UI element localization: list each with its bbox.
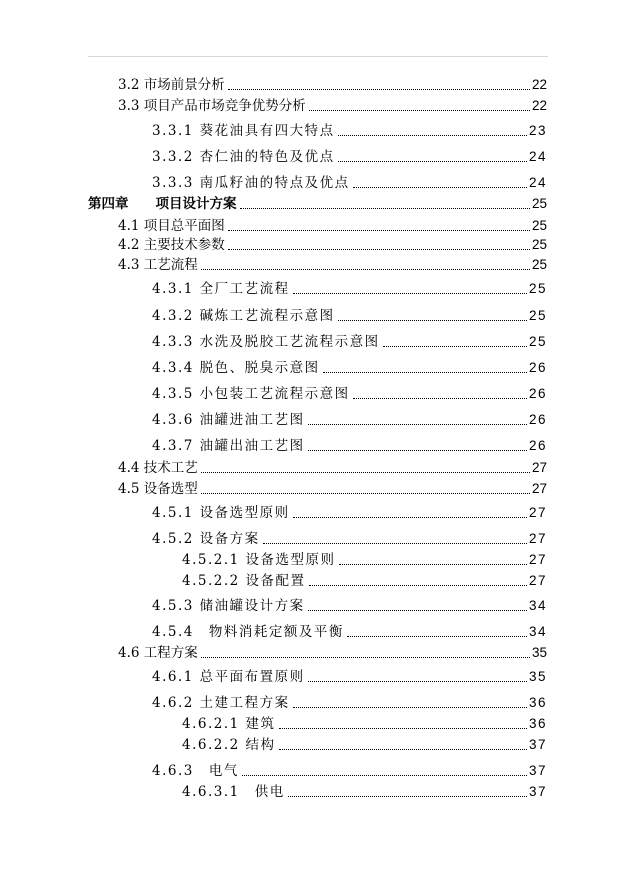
toc-page-number: 27	[528, 531, 547, 546]
toc-chapter-entry[interactable]	[88, 196, 547, 212]
toc-entry-title: 4.5.2.1 设备选型原则	[182, 552, 336, 568]
toc-page-number: 35	[531, 645, 547, 660]
toc-leader	[242, 775, 527, 776]
toc-leader	[279, 749, 527, 750]
toc-entry[interactable]	[152, 334, 547, 350]
toc-page-number: 23	[528, 123, 547, 138]
toc-page-number: 26	[528, 360, 547, 375]
toc-page-number: 22	[531, 98, 547, 113]
toc-leader	[308, 610, 527, 611]
toc-entry-title: 4.3.1 全厂工艺流程	[152, 281, 290, 297]
toc-page-number: 35	[528, 669, 547, 684]
toc-leader	[308, 681, 527, 682]
toc-leader	[228, 249, 530, 250]
toc-page-number: 25	[531, 257, 547, 272]
toc-page-number: 27	[528, 573, 547, 588]
toc-leader	[201, 493, 530, 494]
toc-page-number: 26	[528, 438, 547, 453]
toc-leader	[293, 293, 527, 294]
toc-leader	[201, 269, 530, 270]
toc-leader	[338, 135, 527, 136]
toc-page-number: 34	[528, 624, 547, 639]
toc-entry-title: 4.6.2.1 建筑	[182, 716, 276, 732]
toc-entry[interactable]	[152, 624, 547, 640]
toc-entry-title: 3.2 市场前景分析	[118, 77, 225, 93]
toc-entry[interactable]	[118, 98, 547, 114]
toc-entry[interactable]	[118, 257, 547, 273]
toc-entry[interactable]	[118, 218, 547, 234]
toc-entry-title: 4.1 项目总平面图	[118, 218, 225, 234]
toc-page-number: 37	[528, 784, 547, 799]
toc-page-number: 26	[528, 386, 547, 401]
toc-entry[interactable]	[152, 386, 547, 402]
toc-leader	[308, 424, 527, 425]
toc-entry-title: 4.5.4 物料消耗定额及平衡	[152, 624, 344, 640]
toc-entry-title: 3.3.2 杏仁油的特色及优点	[152, 149, 335, 165]
toc-entry-title: 4.6.2 土建工程方案	[152, 695, 290, 711]
toc-leader	[201, 472, 530, 473]
toc-entry[interactable]	[182, 737, 547, 753]
toc-page-number: 25	[531, 237, 547, 252]
toc-entry-title: 4.3.5 小包装工艺流程示意图	[152, 386, 350, 402]
toc-entry[interactable]	[152, 308, 547, 324]
toc-page-number: 37	[528, 763, 547, 778]
toc-entry-title: 3.3.1 葵花油具有四大特点	[152, 123, 335, 139]
toc-entry-title: 4.5.2.2 设备配置	[182, 573, 306, 589]
toc-leader	[309, 585, 527, 586]
toc-entry[interactable]	[152, 149, 547, 165]
toc-leader	[279, 728, 527, 729]
toc-page-number: 24	[528, 175, 547, 190]
toc-entry[interactable]	[182, 573, 547, 589]
toc-leader	[323, 372, 527, 373]
toc-page-number: 26	[528, 412, 547, 427]
toc-entry-title: 4.6.1 总平面布置原则	[152, 669, 305, 685]
toc-page-number: 27	[531, 460, 547, 475]
toc-entry[interactable]	[152, 695, 547, 711]
toc-entry-title: 4.5.3 储油罐设计方案	[152, 598, 305, 614]
toc-entry-title: 4.5 设备选型	[118, 481, 198, 497]
toc-entry-title: 4.2 主要技术参数	[118, 237, 225, 253]
toc-leader	[339, 564, 527, 565]
toc-entry[interactable]	[118, 645, 547, 661]
toc-entry[interactable]	[152, 360, 547, 376]
toc-entry-title: 4.5.2 设备方案	[152, 531, 260, 547]
toc-entry[interactable]	[182, 784, 547, 800]
toc-leader	[201, 657, 530, 658]
toc-entry[interactable]	[152, 531, 547, 547]
toc-entry-title: 3.3 项目产品市场竞争优势分析	[118, 98, 306, 114]
toc-entry[interactable]	[118, 237, 547, 253]
toc-entry-title: 4.3.4 脱色、脱臭示意图	[152, 360, 320, 376]
toc-leader	[353, 187, 527, 188]
toc-entry[interactable]	[152, 669, 547, 685]
toc-page-number: 25	[528, 308, 547, 323]
toc-entry-title: 4.3.2 碱炼工艺流程示意图	[152, 308, 335, 324]
toc-leader	[353, 398, 527, 399]
toc-leader	[383, 346, 527, 347]
toc-entry-title: 4.6 工程方案	[118, 645, 198, 661]
toc-page-number: 25	[528, 334, 547, 349]
toc-entry-title: 3.3.3 南瓜籽油的特点及优点	[152, 175, 350, 191]
toc-entry[interactable]	[118, 481, 547, 497]
header-rule	[88, 56, 548, 57]
toc-leader	[288, 796, 527, 797]
toc-leader	[293, 707, 527, 708]
toc-page-number: 25	[531, 218, 547, 233]
toc-leader	[228, 230, 530, 231]
toc-page-number: 37	[528, 737, 547, 752]
toc-leader	[228, 89, 530, 90]
toc-entry[interactable]	[152, 505, 547, 521]
toc-page-number: 34	[528, 598, 547, 613]
toc-page-number: 27	[528, 552, 547, 567]
toc-entry-title: 4.6.3 电气	[152, 763, 239, 779]
toc-entry-title: 4.6.3.1 供电	[182, 784, 285, 800]
toc-page-number: 22	[531, 77, 547, 92]
toc-leader	[338, 161, 527, 162]
toc-leader	[263, 543, 527, 544]
toc-entry[interactable]	[182, 716, 547, 732]
toc-entry[interactable]	[152, 412, 547, 428]
toc-page-number: 36	[528, 716, 547, 731]
toc-leader	[293, 517, 527, 518]
toc-leader	[240, 208, 530, 209]
toc-page-number: 25	[531, 196, 547, 211]
toc-entry-title: 4.3.7 油罐出油工艺图	[152, 438, 305, 454]
toc-page-number: 24	[528, 149, 547, 164]
toc-leader	[347, 636, 527, 637]
toc-entry-title: 4.3.3 水洗及脱胶工艺流程示意图	[152, 334, 380, 350]
toc-entry[interactable]	[152, 123, 547, 139]
toc-entry-title: 4.4 技术工艺	[118, 460, 198, 476]
toc-entry[interactable]	[152, 763, 547, 779]
toc-entry-title: 4.5.1 设备选型原则	[152, 505, 290, 521]
toc-entry[interactable]	[118, 460, 547, 476]
toc-page-number: 27	[528, 505, 547, 520]
toc-leader	[338, 320, 527, 321]
toc-entry-title: 4.3.6 油罐进油工艺图	[152, 412, 305, 428]
toc-entry[interactable]	[118, 77, 547, 93]
toc-page-number: 25	[528, 281, 547, 296]
toc-leader	[309, 110, 530, 111]
toc-entry[interactable]	[182, 552, 547, 568]
toc-entry-title: 4.6.2.2 结构	[182, 737, 276, 753]
toc-entry[interactable]	[152, 281, 547, 297]
toc-entry[interactable]	[152, 175, 547, 191]
toc-entry-title: 4.3 工艺流程	[118, 257, 198, 273]
toc-entry[interactable]	[152, 438, 547, 454]
toc-page-number: 36	[528, 695, 547, 710]
toc-entry[interactable]	[152, 598, 547, 614]
toc-leader	[308, 450, 527, 451]
toc-entry-title: 第四章 项目设计方案	[88, 196, 237, 212]
toc-page-number: 27	[531, 481, 547, 496]
